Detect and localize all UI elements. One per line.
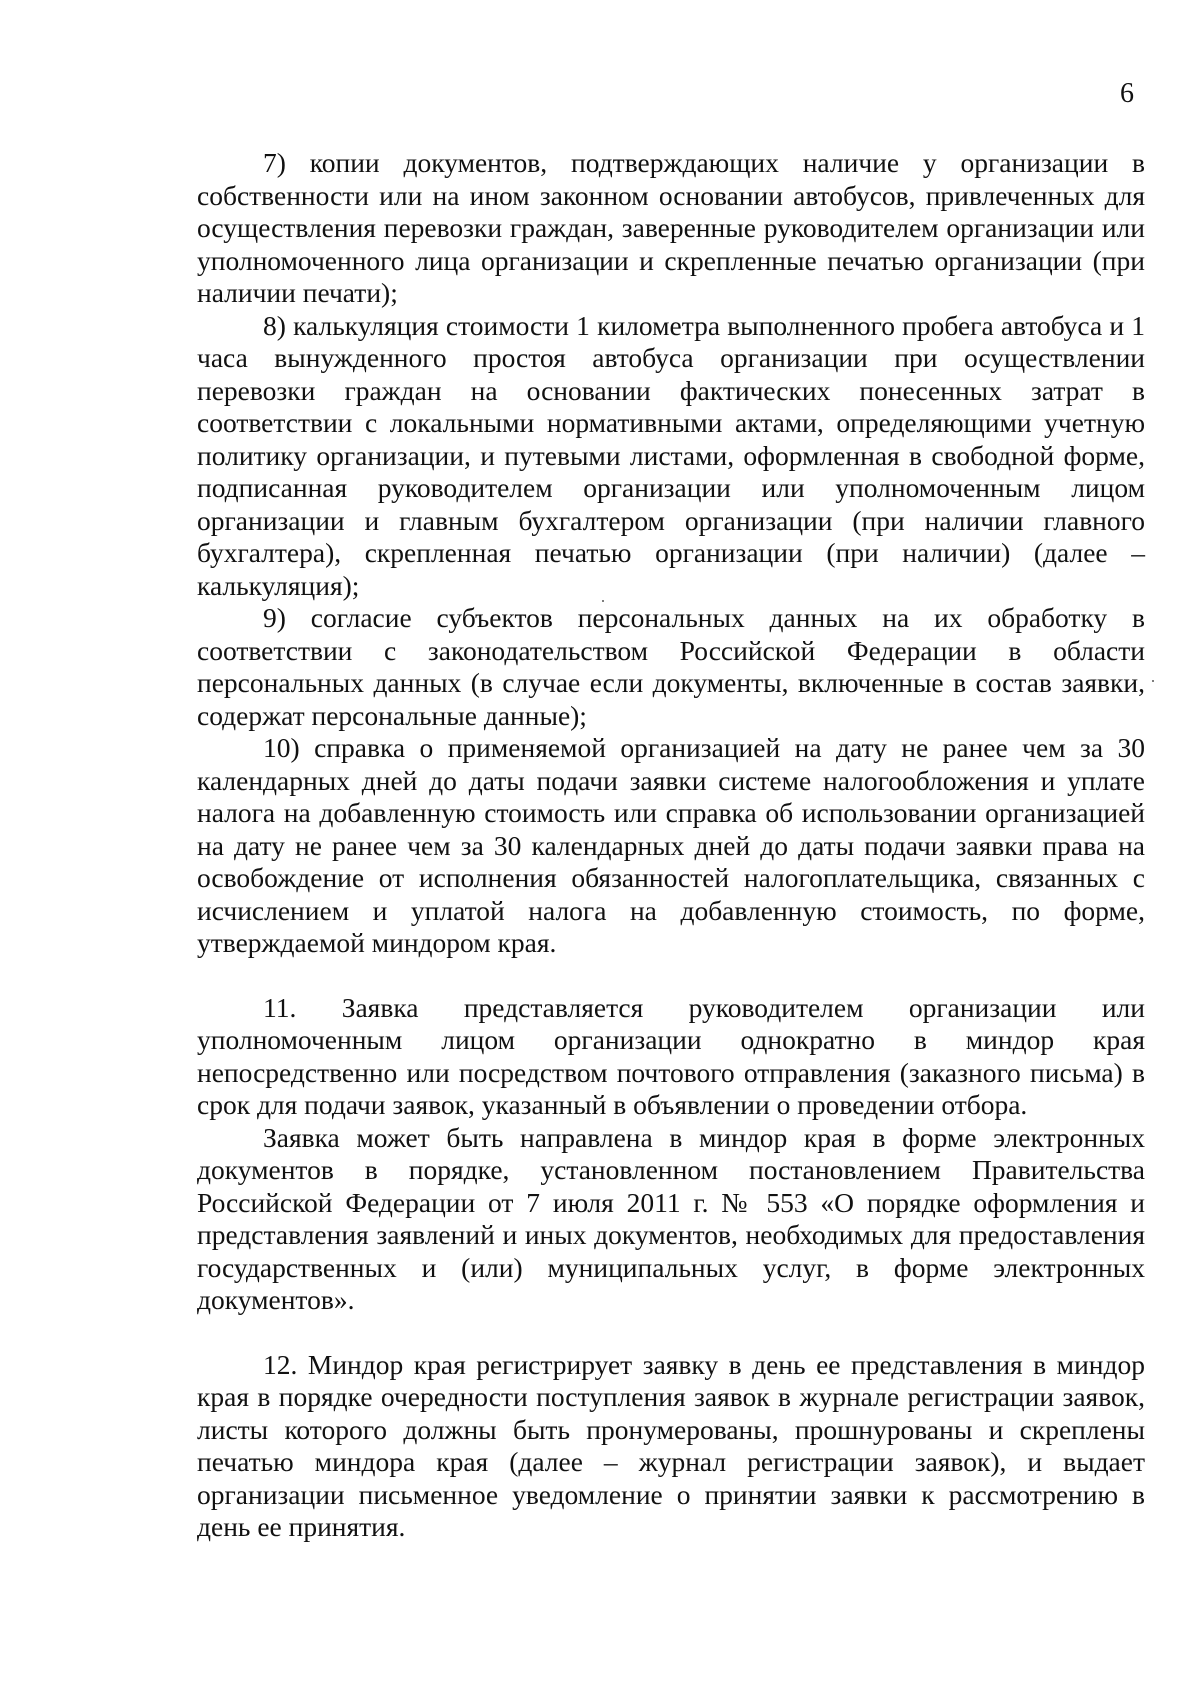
scan-speck — [602, 600, 604, 602]
section-gap — [197, 960, 1145, 992]
paragraph-item-7: 7) копии документов, подтверждающих наличие у организации в собственности или на ином законном основании автобусов, привлеченных для осуществления перевозки граждан, заверенные руководителем организации или уполномоченного лица организации и скрепленные печатью организации (при наличии печати); — [197, 147, 1145, 308]
paragraph-clause-11-electronic: Заявка может быть направлена в миндор края в форме электронных документов в порядке, установленном постановлением Правительства Российской Федерации от 7 июля 2011 г. № 553 «О порядке оформления и представления заявлений и иных документов, необходимых для предоставления государственных и (или) муниципальных услуг, в форме электронных документов». — [197, 1121, 1145, 1315]
paragraph-clause-12: 12. Миндор края регистрирует заявку в день ее представления в миндор края в порядке очередности поступления заявок в журнале регистрации заявок, листы которого должны быть пронумерованы, прошнурованы и скреплены печатью миндора края (далее – журнал регистрации заявок), и выдает организации письменное уведомление о принятии заявки к рассмотрению в день ее принятия. — [197, 1348, 1145, 1542]
paragraph-clause-11: 11. Заявка представляется руководителем организации или уполномоченным лицом организации однократно в миндор края непосредственно или посредством почтового отправления (заказного письма) в срок для подачи заявок, указанный в объявлении о проведении отбора. — [197, 991, 1145, 1120]
paragraph-item-8: 8) калькуляция стоимости 1 километра выполненного пробега автобуса и 1 часа вынужденного простоя автобуса организации при осуществлении перевозки граждан на основании фактических понесенных затрат в соответствии с локальными нормативными актами, определяющими учетную политику организации, и путевыми листами, оформленная в свободной форме, подписанная руководителем организации или уполномоченным лицом организации и главным бухгалтером организации (при наличии главного бухгалтера), скрепленная печатью организации (при наличии) (далее – калькуляция); — [197, 309, 1145, 601]
document-body — [197, 147, 1145, 1544]
paragraph-item-10: 10) справка о применяемой организацией на дату не ранее чем за 30 календарных дней до даты подачи заявки системе налогообложения и уплате налога на добавленную стоимость или справка об использовании организацией на дату не ранее чем за 30 календарных дней до даты подачи заявки права на освобождение от исполнения обязанностей налогоплательщика, связанных с исчислением и уплатой налога на добавленную стоимость, по форме, утверждаемой миндором края. — [197, 732, 1145, 958]
scan-speck — [1152, 680, 1154, 682]
paragraph-item-9: 9) согласие субъектов персональных данных на их обработку в соответствии с законодательством Российской Федерации в области персональных данных (в случае если документы, включенные в состав заявки, содержат персональные данные); — [197, 602, 1145, 731]
section-gap — [197, 1317, 1145, 1349]
page-number: 6 — [1120, 78, 1134, 109]
